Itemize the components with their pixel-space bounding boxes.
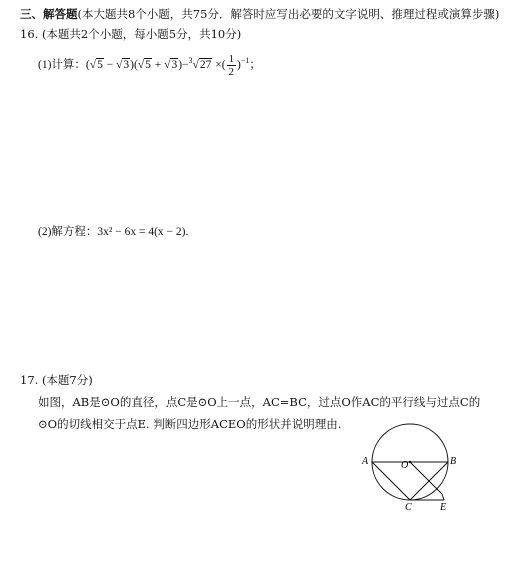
fraction-numerator: 1 [228,52,235,65]
circle-figure [360,420,470,512]
section-heading [20,6,499,22]
minus-sign: − [103,58,117,71]
label-o: O [401,460,409,471]
cuberoot-27: 27 [199,58,212,71]
section-title: 三、解答题 [20,7,78,21]
center-point [409,461,411,463]
paren: ( [85,58,90,71]
fraction-denominator: 2 [228,65,235,78]
label-a: A [362,456,369,467]
q17-header: 17. (本题7分) [20,373,93,387]
paren-middle: )( [130,58,138,71]
q16-part2: (2)解方程：3x² − 6x = 4(x − 2). [38,226,189,238]
paren-close: )− [178,58,189,71]
sqrt-5-b: 5 [145,58,151,71]
label-e: E [440,502,447,512]
fraction-one-half [227,53,237,78]
q17-line1: 如图，AB是⊙O的直径，点C是⊙O上一点，AC=BC，过点O作AC的平行线与过点C的 [38,395,481,409]
q17-line2: ⊙O的切线相交于点E. 判断四边形ACEO的形状并说明理由. [38,417,342,431]
q16-part1-label: (1)计算： [38,58,86,71]
label-b: B [450,456,457,467]
q16-header: 16. (本题共2个小题，每小题5分，共10分) [20,27,242,41]
label-c: C [405,502,412,512]
section-note: (本大题共8个小题，共75分．解答时应写出必要的文字说明、推理过程或演算步骤) [77,7,500,21]
cuberoot-index: 3 [188,56,193,65]
segment-oe [410,462,442,494]
semicolon: ； [249,58,261,71]
plus-sign: + [151,58,165,71]
sqrt-5: 5 [97,58,103,71]
times-sign: ×( [212,58,226,71]
tangent-extension [442,494,444,500]
sqrt-3: 3 [123,58,130,71]
exponent: −1 [240,56,250,65]
paren-tail: ) [237,58,241,71]
q16-part1: (1)计算：(√5 − √3)(√5 + √3)−$^3$√27 ×( $\frac{1}{2}$ )$^{-1}$； [38,52,261,78]
sqrt-3-b: 3 [171,58,178,71]
